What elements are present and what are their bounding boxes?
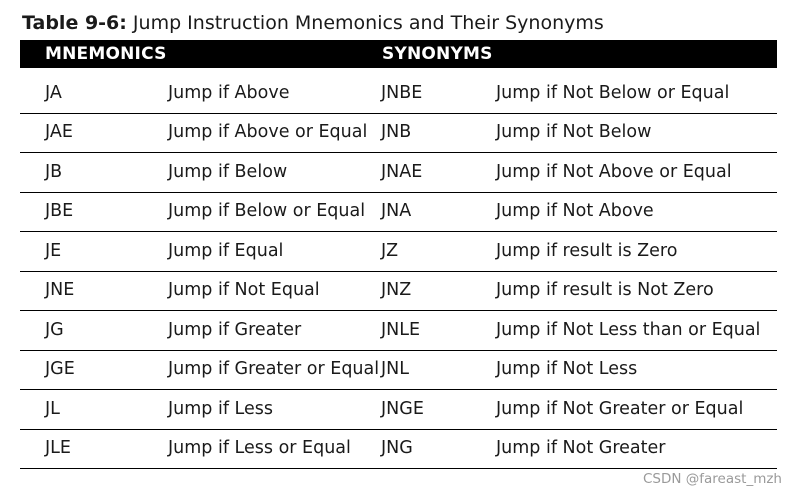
table-body bbox=[20, 68, 777, 469]
cell-synonym: JNGE bbox=[381, 398, 424, 419]
cell-mnemonic-description: Jump if Greater bbox=[168, 319, 302, 340]
table-row bbox=[20, 390, 777, 430]
cell-mnemonic-description: Jump if Equal bbox=[168, 240, 284, 261]
table-caption bbox=[22, 10, 604, 36]
cell-mnemonic: JG bbox=[45, 319, 64, 340]
table-row bbox=[20, 351, 777, 391]
cell-mnemonic-description: Jump if Above bbox=[168, 82, 290, 103]
cell-synonym-description: Jump if Not Above bbox=[496, 201, 654, 221]
cell-synonym: JNBE bbox=[381, 82, 423, 103]
cell-synonym: JNL bbox=[381, 359, 410, 379]
cell-synonym-description: Jump if Not Less than or Equal bbox=[496, 319, 761, 340]
table-row bbox=[20, 311, 777, 351]
header-mnemonics: MNEMONICS bbox=[45, 44, 167, 64]
cell-mnemonic: JAE bbox=[45, 122, 73, 142]
cell-mnemonic: JLE bbox=[45, 438, 71, 458]
cell-synonym-description: Jump if Not Less bbox=[496, 359, 638, 379]
cell-synonym-description: Jump if Not Greater bbox=[496, 438, 666, 458]
cell-mnemonic-description: Jump if Less or Equal bbox=[168, 438, 351, 458]
cell-synonym: JNA bbox=[381, 201, 412, 221]
cell-mnemonic-description: Jump if Greater or Equal bbox=[168, 359, 380, 379]
cell-synonym-description: Jump if Not Below bbox=[496, 122, 652, 142]
cell-mnemonic: JNE bbox=[45, 280, 75, 300]
jump-mnemonics-table bbox=[20, 40, 777, 469]
cell-synonym: JNZ bbox=[381, 280, 412, 300]
cell-synonym: JNAE bbox=[381, 161, 423, 182]
cell-synonym: JNLE bbox=[381, 319, 421, 340]
cell-synonym-description: Jump if Not Below or Equal bbox=[496, 82, 730, 103]
table-row bbox=[20, 193, 777, 233]
cell-mnemonic: JE bbox=[45, 240, 62, 261]
table-caption-label: Table 9-6: bbox=[22, 12, 127, 34]
cell-synonym: JNB bbox=[381, 122, 412, 142]
table-header bbox=[20, 40, 777, 68]
cell-synonym-description: Jump if result is Zero bbox=[496, 240, 678, 261]
cell-synonym-description: Jump if Not Greater or Equal bbox=[496, 398, 744, 419]
cell-mnemonic-description: Jump if Not Equal bbox=[168, 280, 320, 300]
table-caption-text: Jump Instruction Mnemonics and Their Synonyms bbox=[132, 12, 604, 34]
table-row bbox=[20, 272, 777, 312]
cell-mnemonic-description: Jump if Less bbox=[168, 398, 273, 419]
cell-mnemonic: JGE bbox=[45, 359, 75, 379]
table-row bbox=[20, 430, 777, 470]
cell-mnemonic: JBE bbox=[45, 201, 74, 221]
header-synonyms: SYNONYMS bbox=[382, 44, 493, 64]
table-row bbox=[20, 68, 777, 114]
watermark: CSDN @fareast_mzh bbox=[642, 471, 782, 487]
table-row bbox=[20, 153, 777, 193]
cell-mnemonic: JB bbox=[45, 161, 63, 182]
table-row bbox=[20, 232, 777, 272]
cell-mnemonic: JA bbox=[45, 82, 62, 103]
cell-mnemonic-description: Jump if Below or Equal bbox=[168, 201, 366, 221]
cell-synonym-description: Jump if result is Not Zero bbox=[496, 280, 714, 300]
cell-mnemonic: JL bbox=[45, 398, 60, 419]
cell-synonym-description: Jump if Not Above or Equal bbox=[496, 161, 732, 182]
cell-synonym: JNG bbox=[381, 438, 413, 458]
table-row bbox=[20, 114, 777, 154]
cell-mnemonic-description: Jump if Below bbox=[168, 161, 288, 182]
cell-synonym: JZ bbox=[381, 240, 399, 261]
cell-mnemonic-description: Jump if Above or Equal bbox=[168, 122, 368, 142]
